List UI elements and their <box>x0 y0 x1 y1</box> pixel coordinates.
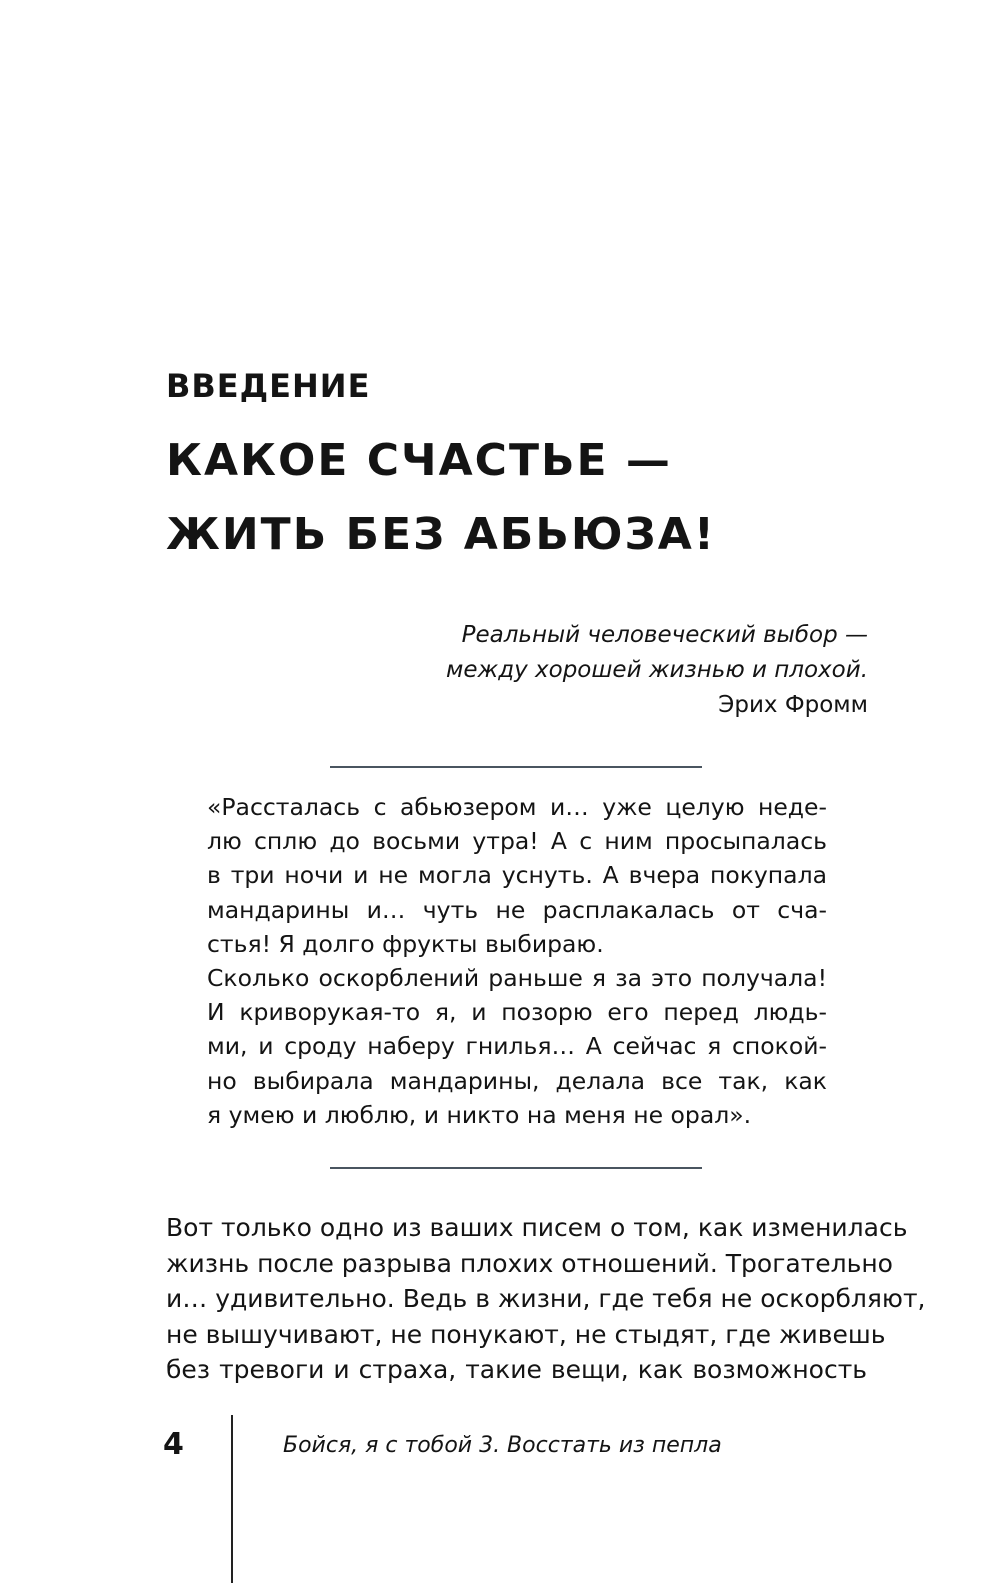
section-label: ВВЕДЕНИЕ <box>166 367 371 405</box>
epigraph <box>400 618 868 723</box>
page-number: 4 <box>163 1427 184 1462</box>
paragraph-line: не вышучивают, не понукают, не стыдят, где живешь <box>166 1319 886 1349</box>
quote-divider-top <box>330 766 702 768</box>
quote-line: но выбирала мандарины, делала все так, как <box>207 1066 827 1095</box>
epigraph-line: Реальный человеческий выбор — <box>461 622 868 648</box>
paragraph-line: Вот только одно из ваших писем о том, как изменилась <box>166 1213 908 1242</box>
paragraph-line: и… удивительно. Ведь в жизни, где тебя не оскорбляют, <box>166 1284 926 1313</box>
paragraph-line: без тревоги и страха, такие вещи, как возможность <box>166 1355 867 1384</box>
reader-letter-quote <box>207 790 827 1132</box>
quote-line: «Рассталась с абьюзером и… уже целую неде- <box>207 793 827 821</box>
chapter-title-line-2: ЖИТЬ БЕЗ АБЬЮЗА! <box>166 509 716 560</box>
quote-line: ми, и сроду наберу гнилья… А сейчас я спокой- <box>207 1032 827 1061</box>
footer-divider <box>231 1415 233 1583</box>
epigraph-author: Эрих Фромм <box>718 692 868 718</box>
quote-divider-bottom <box>330 1167 702 1169</box>
paragraph-line: жизнь после разрыва плохих отношений. Трогательно <box>166 1248 893 1278</box>
quote-line: в три ночи и не могла уснуть. А вчера покупала <box>207 861 827 890</box>
quote-line: мандарины и… чуть не расплакалась от сча- <box>207 895 827 924</box>
quote-line: лю сплю до восьми утра! А с ним просыпалась <box>207 827 827 856</box>
quote-line: Сколько оскорблений раньше я за это получала! <box>207 964 827 993</box>
epigraph-line: между хорошей жизнью и плохой. <box>445 657 868 683</box>
quote-line: И криворукая-то я, и позорю его перед людь- <box>207 998 827 1027</box>
running-title: Бойся, я с тобой 3. Восстать из пепла <box>283 1433 722 1458</box>
quote-line: стья! Я долго фрукты выбираю. <box>207 929 604 958</box>
body-paragraph <box>166 1210 926 1388</box>
quote-line: я умею и люблю, и никто на меня не орал». <box>207 1100 752 1129</box>
chapter-title <box>166 424 716 572</box>
chapter-title-line-1: КАКОЕ СЧАСТЬЕ — <box>166 435 672 486</box>
